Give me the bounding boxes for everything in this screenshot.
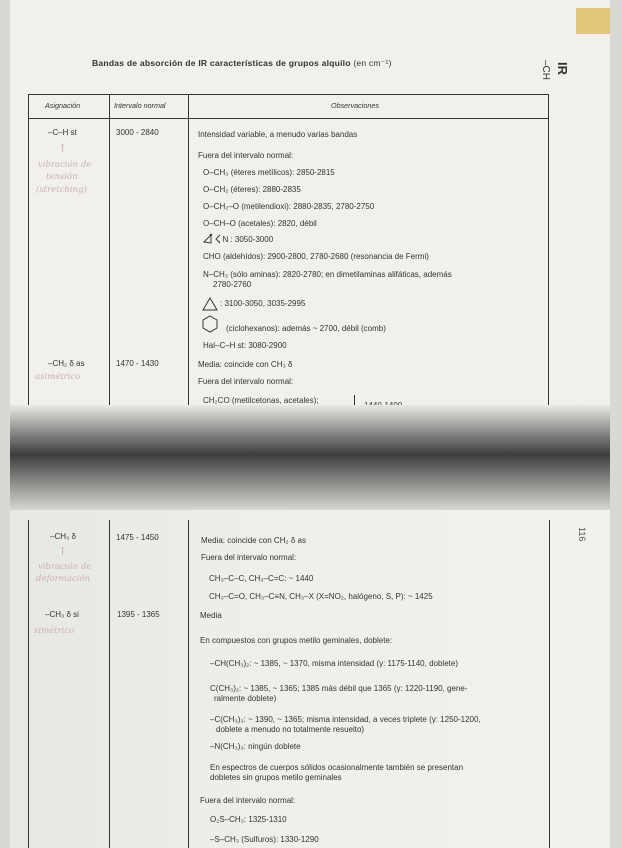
obs-line: Media <box>200 611 222 620</box>
table-top-rule <box>28 94 548 95</box>
table-right-border <box>548 94 549 414</box>
obs-line: O–CH–O (acetales): 2820, débil <box>203 219 317 228</box>
section-sub-label: –CH <box>540 60 551 81</box>
obs-line: dobletes sin grupos metilo geminales <box>210 773 342 782</box>
obs-line: 2780-2760 <box>213 280 252 289</box>
book-page-spread <box>10 0 610 848</box>
table-right-border <box>549 520 550 848</box>
obs-line: , N : 3050-3000 <box>218 235 274 244</box>
obs-line: CH₃–C=O, CH₃–C≡N, CH₃–X (X=NO₂, halógeno, S, P): ~ 1425 <box>209 592 433 601</box>
yellow-tab <box>576 8 610 34</box>
obs-line: (ciclohexanos): además ~ 2700, débil (comb) <box>226 324 386 333</box>
header-rule <box>28 118 548 119</box>
table-left-border <box>28 94 29 414</box>
header-assign: Asignación <box>45 101 81 110</box>
obs-line: O₂S–CH₃: 1325-1310 <box>210 815 287 824</box>
header-range: Intervalo normal <box>114 101 166 110</box>
page-number-bottom: 116 <box>577 527 587 542</box>
handwritten-note: asimétrico <box>35 372 81 382</box>
assign-ch-stretch: –C–H st <box>48 128 77 137</box>
obs-line: –N(CH₃)₃: ningún doblete <box>210 742 301 751</box>
cyclopropane-icon <box>201 296 219 312</box>
obs-line: En espectros de cuerpos sólidos ocasionalmente también se presentan <box>210 763 464 772</box>
section-label: IR <box>555 62 570 75</box>
obs-line: CHO (aldehídos): 2900-2800, 2780-2680 (resonancia de Fermi) <box>203 252 429 261</box>
assign-ch2-bend: –CH₂ δ as <box>48 359 85 368</box>
assign-ch3-bend: –CH₃ δ <box>50 532 76 541</box>
table-left-border <box>28 520 29 848</box>
handwritten-arrow: ↑ <box>58 142 68 155</box>
obs-line: doblete a menudo no totalmente resuelto) <box>216 725 365 734</box>
handwritten-note: tensión <box>46 172 78 182</box>
table-title <box>92 58 532 69</box>
title-unit: (en cm⁻¹) <box>353 58 392 68</box>
range-ch2-bend: 1470 - 1430 <box>116 359 159 368</box>
obs-line: Intensidad variable, a menudo varias bandas <box>198 130 358 139</box>
handwritten-note: (stretching) <box>36 185 87 195</box>
obs-line: Fuera del intervalo normal: <box>201 553 297 562</box>
obs-line: O–CH₃ (éteres metílicos): 2850-2815 <box>203 168 335 177</box>
lower-page <box>10 510 610 848</box>
handwritten-note: vibración de <box>38 160 92 170</box>
obs-line: –C(CH₃)₃: ~ 1390, ~ 1365; misma intensidad, a veces triplete (γ: 1250-1200, <box>210 715 481 724</box>
obs-line: Fuera del intervalo normal: <box>198 377 294 386</box>
range-ch-stretch: 3000 - 2840 <box>116 128 159 137</box>
handwritten-note: deformación <box>36 574 90 584</box>
obs-line: C(CH₃)₂: ~ 1385, ~ 1365; 1385 más débil que 1365 (γ: 1220-1190, gene- <box>210 684 468 693</box>
obs-line: Fuera del intervalo normal: <box>198 151 294 160</box>
cyclohexane-icon <box>201 315 219 333</box>
column-divider-2 <box>188 520 189 848</box>
obs-line: Hal–C–H st: 3080-2900 <box>203 341 287 350</box>
obs-line: –CH(CH₃)₂: ~ 1385, ~ 1370, misma intensidad (γ: 1175-1140, doblete) <box>210 659 458 668</box>
column-divider-2 <box>188 94 189 414</box>
title-text: Bandas de absorción de IR características de grupos alquilo <box>92 58 351 68</box>
obs-line: ralmente doblete) <box>214 694 277 703</box>
assign-ch3-sym-bend: –CH₃ δ si <box>45 610 79 619</box>
obs-line: En compuestos con grupos metilo geminales, doblete: <box>200 636 393 645</box>
obs-line: O–CH₂–O (metilendioxi): 2880-2835, 2780-2750 <box>203 202 375 211</box>
handwritten-note: simétrico <box>34 626 75 636</box>
range-ch3-bend: 1475 - 1450 <box>116 533 159 542</box>
obs-line: CH₂CO (metilcetonas, acetales); <box>203 396 319 405</box>
obs-line: N–CH₃ (sólo aminas): 2820-2780; en dimetilaminas alifáticas, además <box>203 270 452 279</box>
obs-line: CH₃–C–C, CH₃–C=C: ~ 1440 <box>209 574 314 583</box>
column-divider-1 <box>109 520 110 848</box>
obs-line: Fuera del intervalo normal: <box>200 796 296 805</box>
obs-line: O–CH₂ (éteres): 2880-2835 <box>203 185 301 194</box>
obs-line: Media: coincide con CH₂ δ as <box>201 536 306 545</box>
column-divider-1 <box>109 94 110 414</box>
book-gutter-shadow <box>10 405 610 515</box>
obs-line: : 3100-3050, 3035-2995 <box>220 299 306 308</box>
handwritten-arrow: ↑ <box>58 545 68 558</box>
obs-line: Media: coincide con CH₃ δ <box>198 360 293 369</box>
range-ch3-sym-bend: 1395 - 1365 <box>117 610 160 619</box>
obs-line: –S–CH₃ (Sulfuros): 1330-1290 <box>210 835 319 844</box>
header-obs: Observaciones <box>331 101 379 110</box>
handwritten-note: vibración de <box>38 562 92 572</box>
